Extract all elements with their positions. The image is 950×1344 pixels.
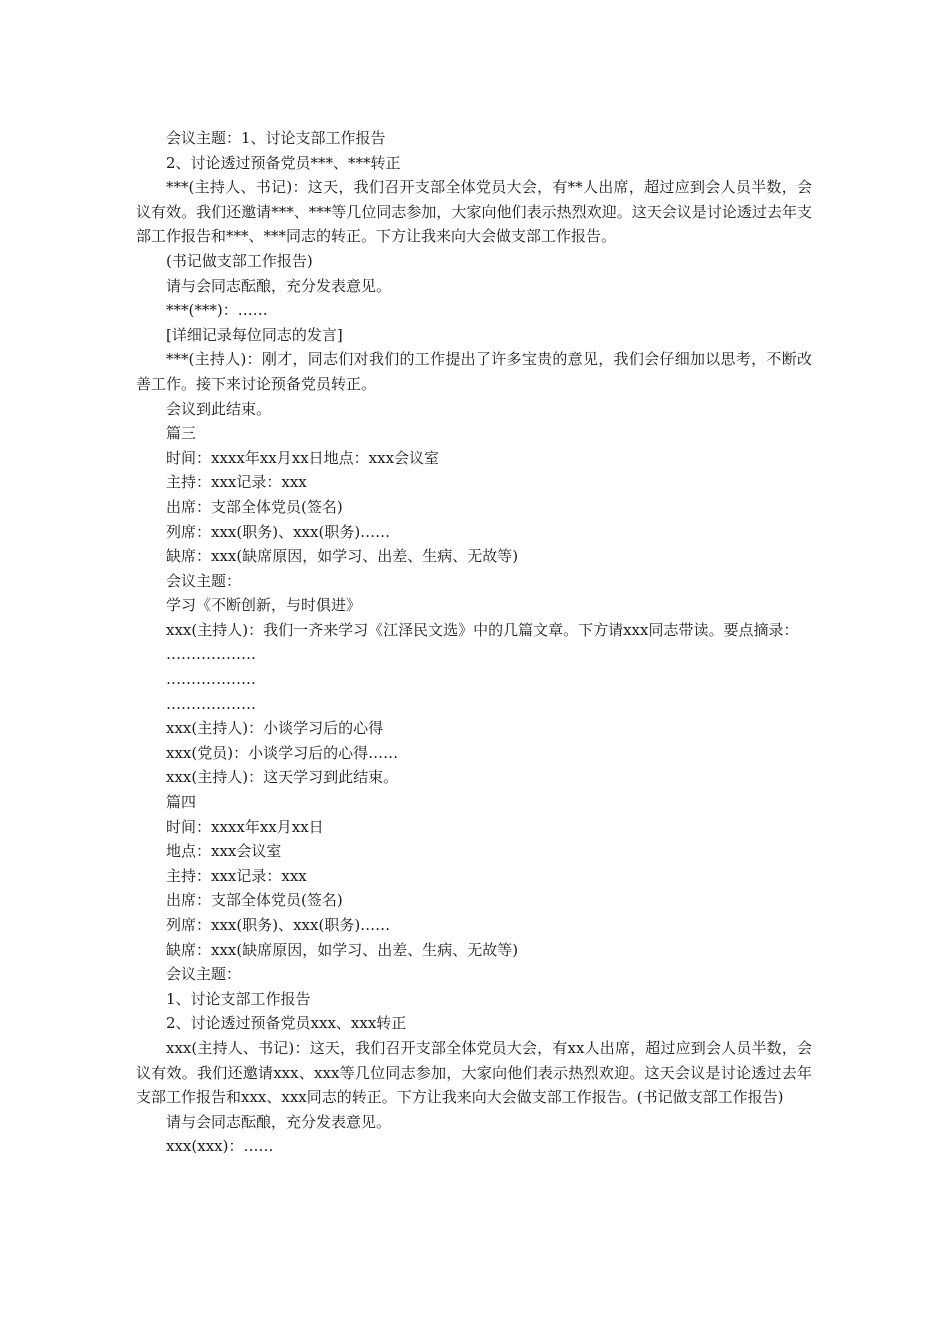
paragraph: 2、讨论透过预备党员***、***转正: [166, 153, 401, 172]
paragraph: ***(主持人、书记)：这天，我们召开支部全体党员大会，有**人出席，超过应到会人员半数，会议有效。我们还邀请***、***等几位同志参加，大家向他们表示热烈欢迎。这天会议是讨论透过去年支部工作报告和***、***同志的转正。下方让我来向大会做支部工作报告。: [136, 178, 812, 246]
paragraph: xxx(主持人、书记)：这天，我们召开支部全体党员大会，有xx人出席，超过应到会人员半数，会议有效。我们还邀请xxx、xxx等几位同志参加，大家向他们表示热烈欢迎。这天会议是讨论透过去年支部工作报告和xxx、xxx同志的转正。下方让我来向大会做支部工作报告。(书记做支部工作报告): [136, 1038, 812, 1107]
paragraph: ***(主持人)：刚才，同志们对我们的工作提出了许多宝贵的意见，我们会仔细加以思考，不断改善工作。接下来讨论预备党员转正。: [136, 350, 812, 393]
paragraph: 会议到此结束。: [166, 399, 272, 418]
paragraph: 出席：支部全体党员(签名): [166, 497, 343, 516]
paragraph: xxx(主持人)：这天学习到此结束。: [166, 768, 399, 787]
paragraph: 缺席：xxx(缺席原因，如学习、出差、生病、无故等): [166, 940, 519, 959]
document-body: [136, 126, 812, 1159]
paragraph: ***(***)：……: [166, 301, 268, 320]
paragraph: 学习《不断创新，与时俱进》: [166, 596, 362, 615]
paragraph: 时间：xxxx年xx月xx日: [166, 817, 324, 836]
paragraph: 缺席：xxx(缺席原因，如学习、出差、生病、无故等): [166, 547, 519, 566]
paragraph: 会议主题：: [166, 965, 242, 984]
paragraph: [详细记录每位同志的发言]: [166, 325, 343, 344]
paragraph: 会议主题：1、讨论支部工作报告: [166, 129, 386, 147]
paragraph: 列席：xxx(职务)、xxx(职务)……: [166, 916, 391, 934]
paragraph: (书记做支部工作报告): [166, 251, 313, 270]
paragraph: 主持：xxx记录：xxx: [166, 473, 307, 492]
ellipsis-line: ………………: [166, 645, 256, 664]
section-heading: 篇四: [166, 793, 197, 812]
paragraph: 列席：xxx(职务)、xxx(职务)……: [166, 522, 391, 541]
ellipsis-line: ………………: [166, 694, 256, 713]
paragraph: 主持：xxx记录：xxx: [166, 866, 307, 885]
paragraph: 请与会同志酝酿，充分发表意见。: [166, 276, 392, 295]
paragraph: xxx(党员)：小谈学习后的心得……: [166, 743, 399, 762]
paragraph: xxx(主持人)：我们一齐来学习《江泽民文选》中的几篇文章。下方请xxx同志带读。要点摘录：: [166, 620, 799, 639]
paragraph: 请与会同志酝酿，充分发表意见。: [166, 1112, 392, 1131]
paragraph: 时间：xxxx年xx月xx日地点：xxx会议室: [166, 448, 440, 467]
paragraph: 1、讨论支部工作报告: [166, 989, 311, 1008]
paragraph: xxx(主持人)：小谈学习后的心得: [166, 719, 384, 738]
paragraph: 会议主题：: [166, 571, 242, 590]
paragraph: 地点：xxx会议室: [166, 842, 282, 861]
section-heading: 篇三: [166, 424, 197, 443]
ellipsis-line: ………………: [166, 670, 256, 689]
paragraph: 出席：支部全体党员(签名): [166, 891, 343, 910]
paragraph: 2、讨论透过预备党员xxx、xxx转正: [166, 1014, 407, 1033]
paragraph: xxx(xxx)：……: [166, 1137, 274, 1156]
